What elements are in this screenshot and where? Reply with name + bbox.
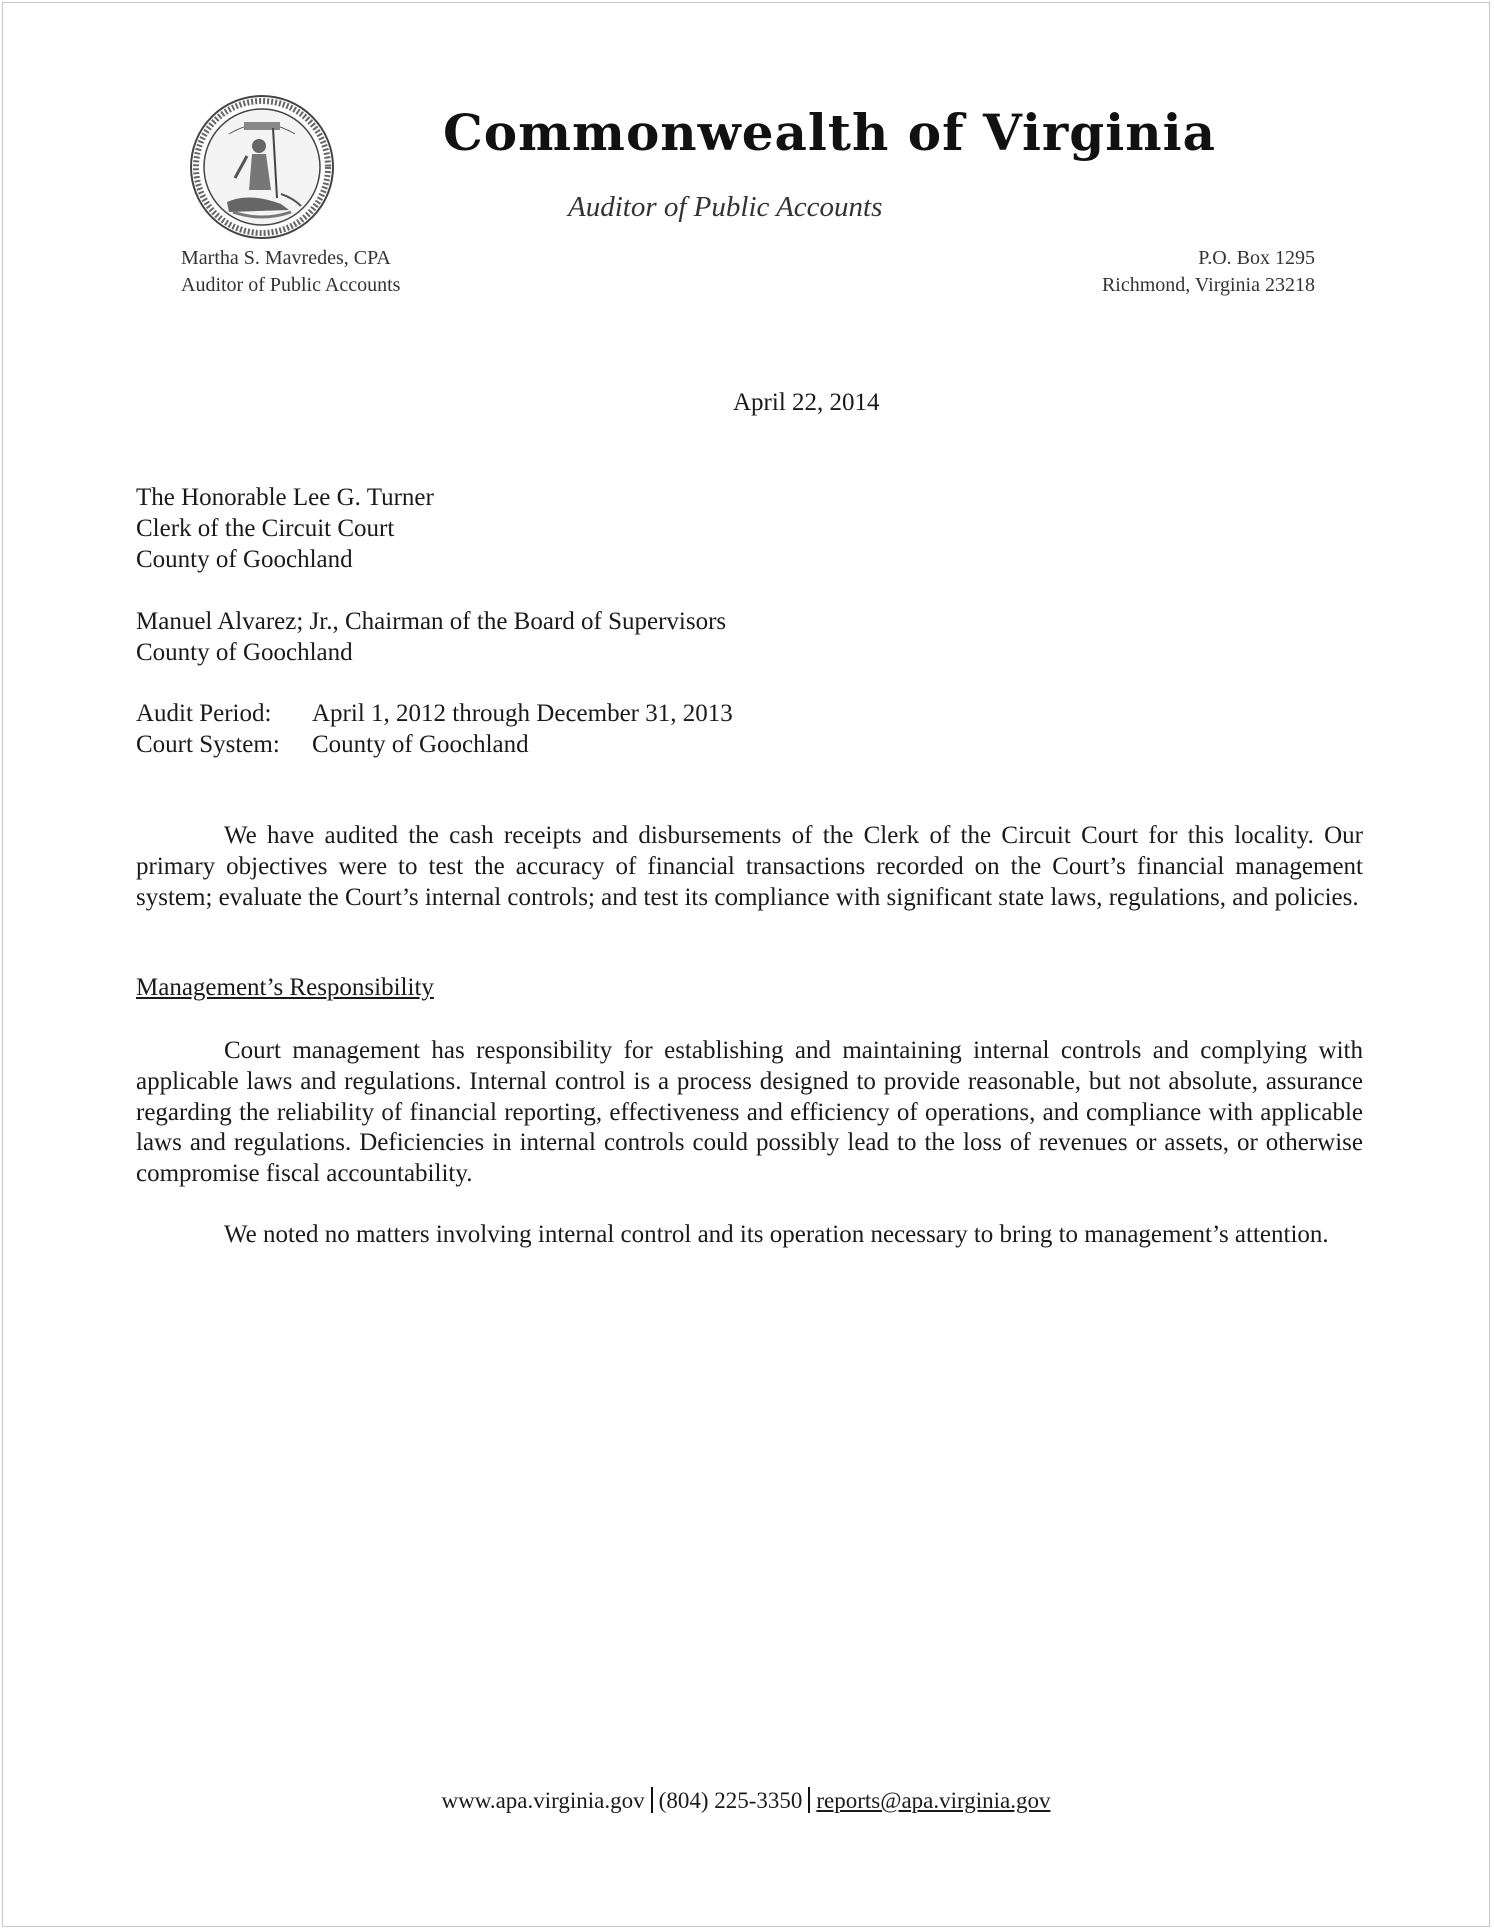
auditor-name: Martha S. Mavredes, CPA (181, 247, 391, 269)
section-heading: Management’s Responsibility (136, 974, 434, 1001)
footer-email-link[interactable]: reports@apa.virginia.gov (816, 1788, 1051, 1813)
court-system-label: Court System: (136, 731, 280, 758)
virginia-seal-icon (189, 94, 335, 240)
court-system-row (136, 729, 733, 760)
footer-separator (808, 1787, 810, 1813)
recipient-2-line-1: Manuel Alvarez; Jr., Chairman of the Board of Supervisors (136, 608, 727, 635)
letter-page (2, 2, 1490, 1927)
recipient-1-line-3: County of Goochland (136, 546, 353, 573)
address-block (1102, 245, 1315, 299)
paragraph-responsibility-text: Court management has responsibility for establishing and maintaining internal controls and complying with applicable laws and regulations. Internal control is a process designed to provide reasonable, but not absolute, assurance regarding the reliability of financial reporting, effectiveness and efficiency of operations, and compliance with applicable laws and regulations. Deficiencies in internal controls could possibly lead to the loss of revenues or assets, or otherwise compromise fiscal accountability. (136, 1037, 1363, 1188)
audit-period-label: Audit Period: (136, 700, 272, 727)
city-line: Richmond, Virginia 23218 (1101, 274, 1315, 296)
footer-separator (651, 1787, 653, 1813)
recipient-block-1 (136, 482, 434, 575)
auditor-title: Auditor of Public Accounts (181, 274, 401, 296)
paragraph-findings-text: We noted no matters involving internal control and its operation necessary to bring to management’s attention. (224, 1221, 1329, 1248)
recipient-1-line-1: The Honorable Lee G. Turner (136, 484, 434, 511)
footer-phone: (804) 225-3350 (658, 1788, 803, 1813)
court-system-value: County of Goochland (312, 731, 529, 758)
masthead-title: Commonwealth of Virginia (443, 103, 1216, 162)
audit-info (136, 698, 733, 760)
letter-date: April 22, 2014 (733, 389, 880, 416)
paragraph-findings (136, 1220, 1363, 1251)
audit-period-row (136, 698, 733, 729)
po-box: P.O. Box 1295 (1198, 247, 1315, 269)
paragraph-objectives (136, 821, 1363, 913)
recipient-2-line-2: County of Goochland (136, 639, 353, 666)
recipient-1-line-2: Clerk of the Circuit Court (136, 515, 395, 542)
paragraph-responsibility (136, 1036, 1363, 1190)
footer (3, 1787, 1489, 1814)
auditor-block (181, 245, 400, 299)
audit-period-value: April 1, 2012 through December 31, 2013 (312, 700, 733, 727)
paragraph-objectives-text: We have audited the cash receipts and disbursements of the Clerk of the Circuit Court for this locality. Our primary objectives were to test the accuracy of financial transactions recorded on the Court’s financial management system; evaluate the Court’s internal controls; and test its compliance with significant state laws, regulations, and policies. (136, 822, 1363, 911)
masthead-subtitle: Auditor of Public Accounts (568, 191, 883, 223)
footer-website[interactable]: www.apa.virginia.gov (441, 1788, 645, 1813)
recipient-block-2 (136, 606, 726, 668)
